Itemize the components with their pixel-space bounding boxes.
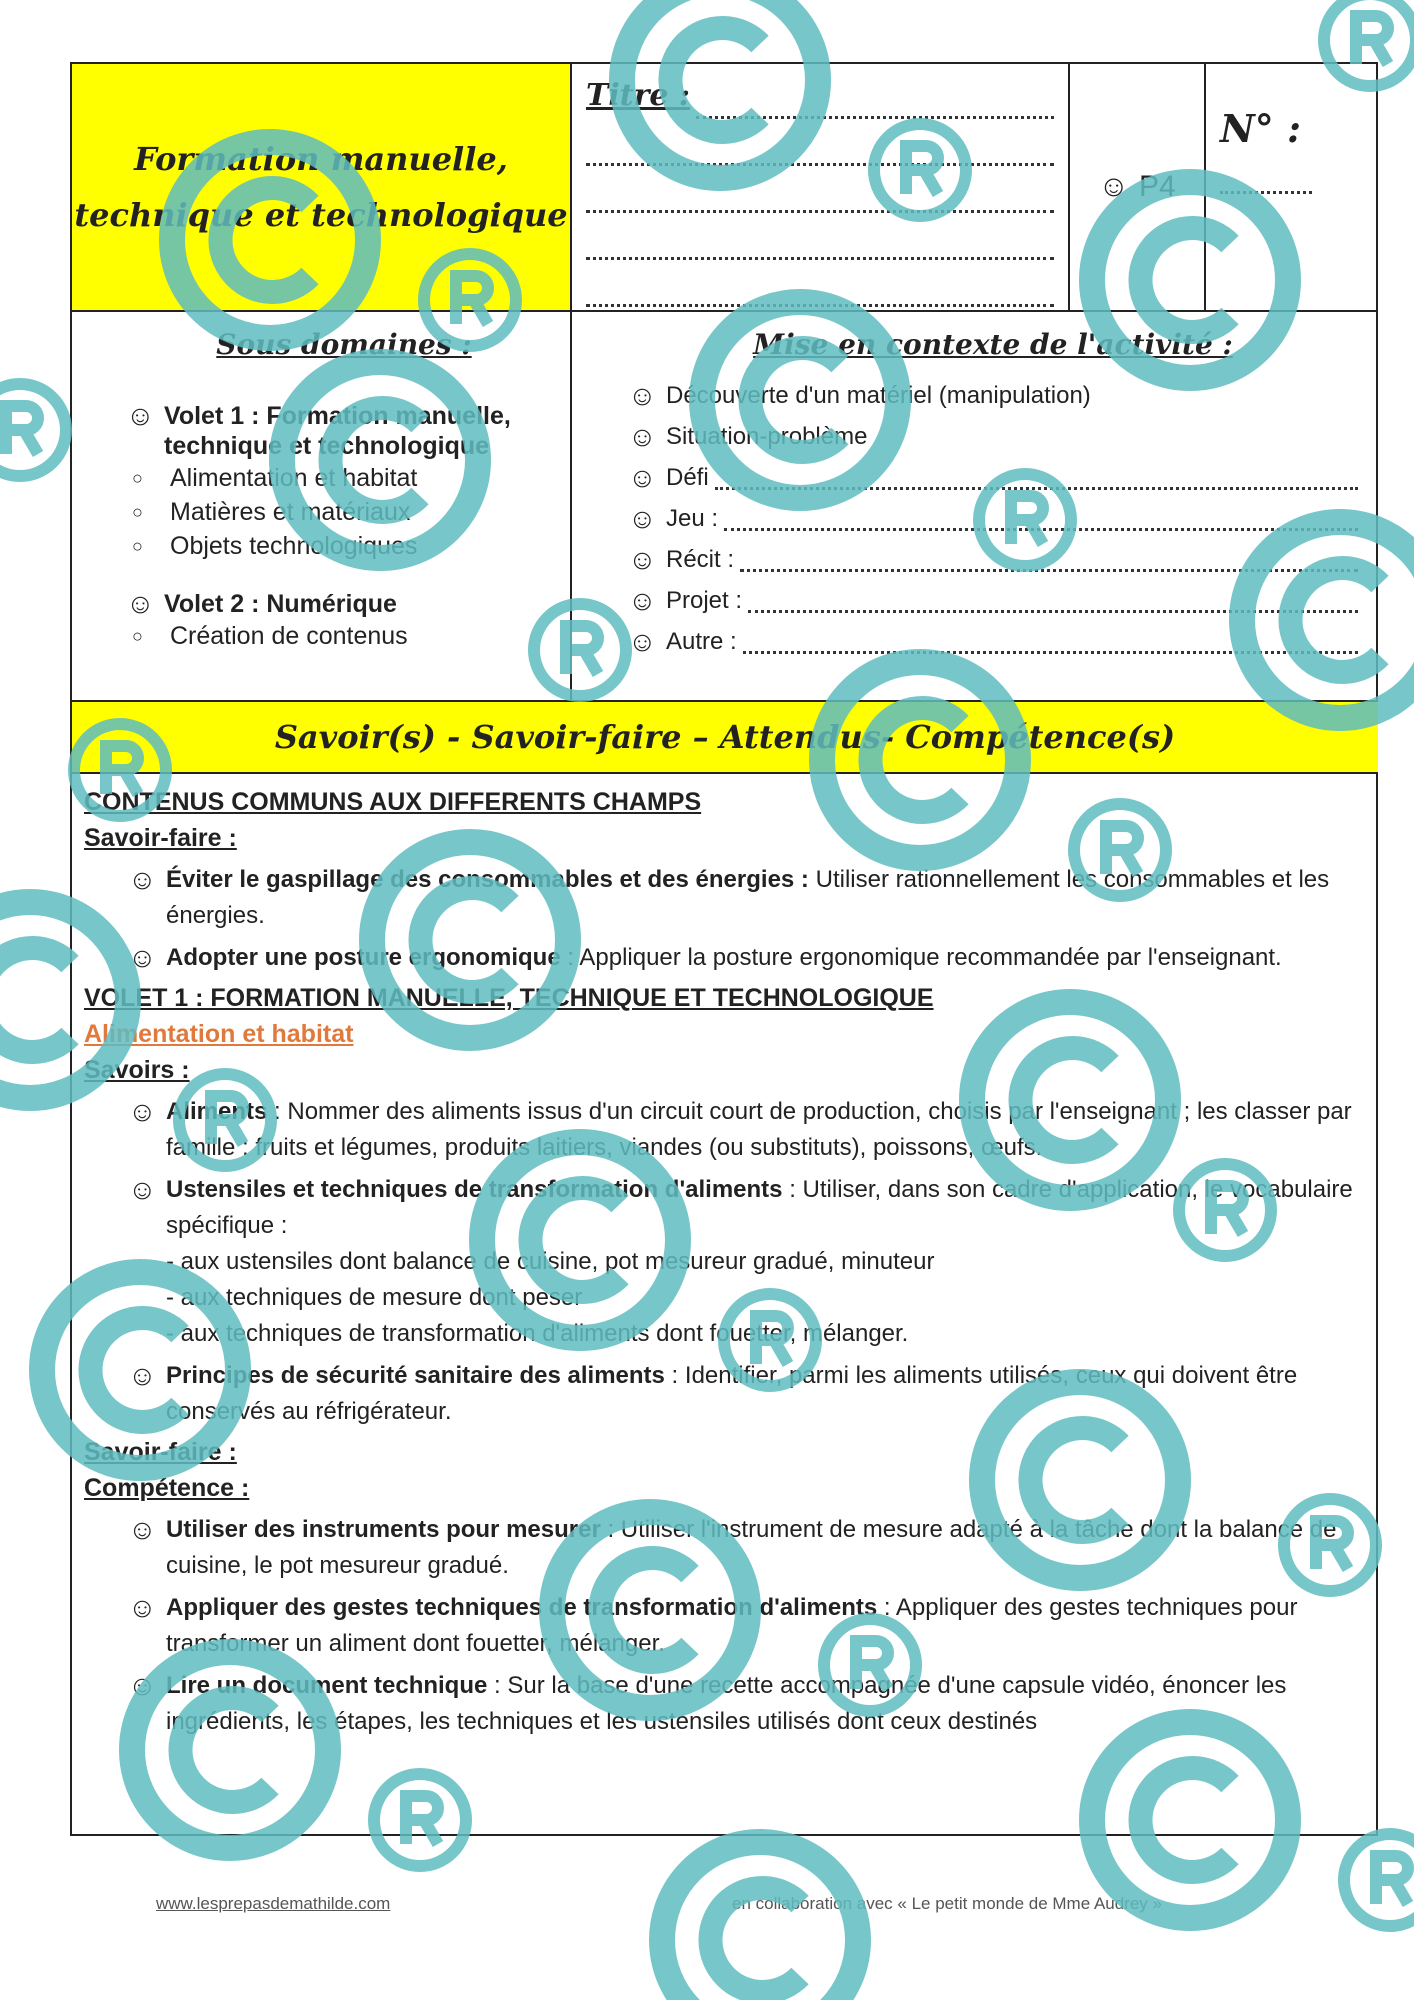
volet1-entry [126, 401, 560, 461]
title-box [572, 64, 1070, 312]
level-box [1070, 64, 1206, 312]
title-line[interactable] [586, 125, 1054, 166]
competence-label: Compétence : [84, 1474, 250, 1502]
volet1-rest: : Formation manuelle, technique et technologique [164, 402, 511, 460]
footer-credit: en collaboration avec « Le petit monde de Mme Audrey » [732, 1894, 1162, 1913]
smiley-icon: ☺ [128, 1096, 157, 1127]
title-line[interactable] [696, 78, 1054, 119]
smiley-icon: ☺ [128, 1514, 157, 1545]
sub-domains-panel [72, 312, 572, 702]
list-item: ☺ Appliquer des gestes techniques de transformation d'aliments : Appliquer des gestes techniques pour transformer un aliment dont fouetter, mélanger. [84, 1590, 1364, 1662]
fill-line[interactable] [748, 588, 1358, 613]
list-item: ○ Objets technologiques [132, 532, 418, 560]
volet2-name: Volet 2 [164, 590, 245, 618]
skills-content [84, 784, 1364, 1744]
fill-line[interactable] [715, 465, 1358, 490]
list-item: ☺ Principes de sécurité sanitaire des aliments : Identifier, parmi les aliments utilisés, ceux qui doivent être conservés au réfrigérateur. [84, 1358, 1364, 1430]
savoir-faire-label: Savoir-faire : [84, 1438, 237, 1466]
list-item: ○ Création de contenus [132, 622, 408, 650]
context-item[interactable]: ☺ Découverte d'un matériel (manipulation) [628, 379, 1091, 411]
title-label: Titre : [586, 78, 690, 113]
context-panel [572, 312, 1378, 702]
smiley-icon: ☺ [128, 1174, 157, 1205]
fill-line[interactable] [724, 506, 1358, 531]
smiley-icon: ☺ [128, 942, 157, 973]
volet1-subheading: Alimentation et habitat [84, 1020, 354, 1048]
volet2-rest: : Numérique [244, 590, 397, 618]
skills-band: Savoir(s) - Savoir-faire – Attendus- Compétence(s) [72, 702, 1378, 774]
subject-line-2: technique et technologique [74, 196, 568, 234]
smiley-icon: ☺ [128, 1592, 157, 1623]
volet1-heading: VOLET 1 : FORMATION MANUELLE, TECHNIQUE ET TECHNOLOGIQUE [84, 984, 934, 1012]
fill-line[interactable] [740, 547, 1358, 572]
savoirs-label: Savoirs : [84, 1056, 190, 1084]
context-item[interactable]: ☺ Défi [628, 457, 1358, 498]
title-line[interactable] [586, 219, 1054, 260]
smiley-icon: ☺ [628, 584, 657, 616]
volet2-entry [126, 589, 560, 619]
title-line[interactable] [586, 172, 1054, 213]
sub-domains-heading: Sous domaines : [216, 328, 472, 361]
context-item[interactable]: ☺ Jeu : [628, 498, 1358, 539]
smiley-icon: ☺ [628, 379, 657, 411]
number-line[interactable] [1220, 181, 1312, 194]
smiley-icon: ☺ [126, 400, 155, 431]
context-item[interactable]: ☺ Projet : [628, 580, 1358, 621]
smiley-icon: ☺ [1098, 170, 1129, 203]
savoir-faire-label: Savoir-faire : [84, 824, 237, 852]
smiley-icon: ☺ [128, 1360, 157, 1391]
smiley-icon: ☺ [128, 1670, 157, 1701]
subject-line-1: Formation manuelle, [134, 140, 508, 178]
list-item: ○ Alimentation et habitat [132, 464, 418, 492]
smiley-icon: ☺ [128, 864, 157, 895]
title-line[interactable] [586, 266, 1054, 307]
level-label: P4 [1138, 170, 1176, 203]
list-item: ☺ Ustensiles et techniques de transformation d'aliments : Utiliser, dans son cadre d'application, le vocabulaire spécifique : - aux ustensiles dont balance de cuisine, pot mesureur gradué, minuteur - aux techniques de mesure dont peser - aux techniques de transformation d'aliments dont fouetter, mélanger. [84, 1172, 1364, 1352]
smiley-icon: ☺ [628, 502, 657, 534]
footer-website-link[interactable]: www.lesprepasdemathilde.com [156, 1894, 391, 1913]
subject-box [72, 64, 572, 312]
context-heading: Mise en contexte de l'activité : [753, 328, 1233, 361]
context-item[interactable]: ☺ Autre : [628, 621, 1358, 662]
activity-sheet [70, 62, 1378, 1836]
list-item: ☺ Éviter le gaspillage des consommables et des énergies : Utiliser rationnellement les consommables et les énergies. [84, 862, 1364, 934]
list-item: ☺ Adopter une posture ergonomique : Appliquer la posture ergonomique recommandée par l'enseignant. [84, 940, 1364, 976]
list-item: ☺ Utiliser des instruments pour mesurer : Utiliser l'instrument de mesure adapté à la tâche dont la balance de cuisine, le pot mesureur gradué. [84, 1512, 1364, 1584]
fill-line[interactable] [743, 629, 1358, 654]
smiley-icon: ☺ [628, 420, 657, 452]
number-label: N° : [1220, 106, 1301, 151]
volet1-name: Volet 1 [164, 402, 245, 430]
registered-icon [1344, 1834, 1414, 1926]
copyright-icon [662, 1842, 858, 2000]
smiley-icon: ☺ [628, 461, 657, 493]
smiley-icon: ☺ [628, 543, 657, 575]
context-item[interactable]: ☺ Situation-problème [628, 420, 868, 452]
smiley-icon: ☺ [126, 588, 155, 619]
list-item: ☺ Lire un document technique : Sur la base d'une recette accompagnée d'une capsule vidéo, énoncer les ingrédients, les étapes, les techniques et les ustensiles utilisés dont ceux destinés [84, 1668, 1364, 1740]
number-box [1206, 64, 1378, 312]
list-item: ☺ Aliments : Nommer des aliments issus d'un circuit court de production, choisis par l'enseignant ; les classer par famille : fruits et légumes, produits laitiers, viandes (ou substituts), poissons, œufs. [84, 1094, 1364, 1166]
smiley-icon: ☺ [628, 625, 657, 657]
registered-icon [0, 384, 66, 476]
context-item[interactable]: ☺ Récit : [628, 539, 1358, 580]
common-heading: CONTENUS COMMUNS AUX DIFFERENTS CHAMPS [84, 788, 702, 816]
list-item: ○ Matières et matériaux [132, 498, 411, 526]
